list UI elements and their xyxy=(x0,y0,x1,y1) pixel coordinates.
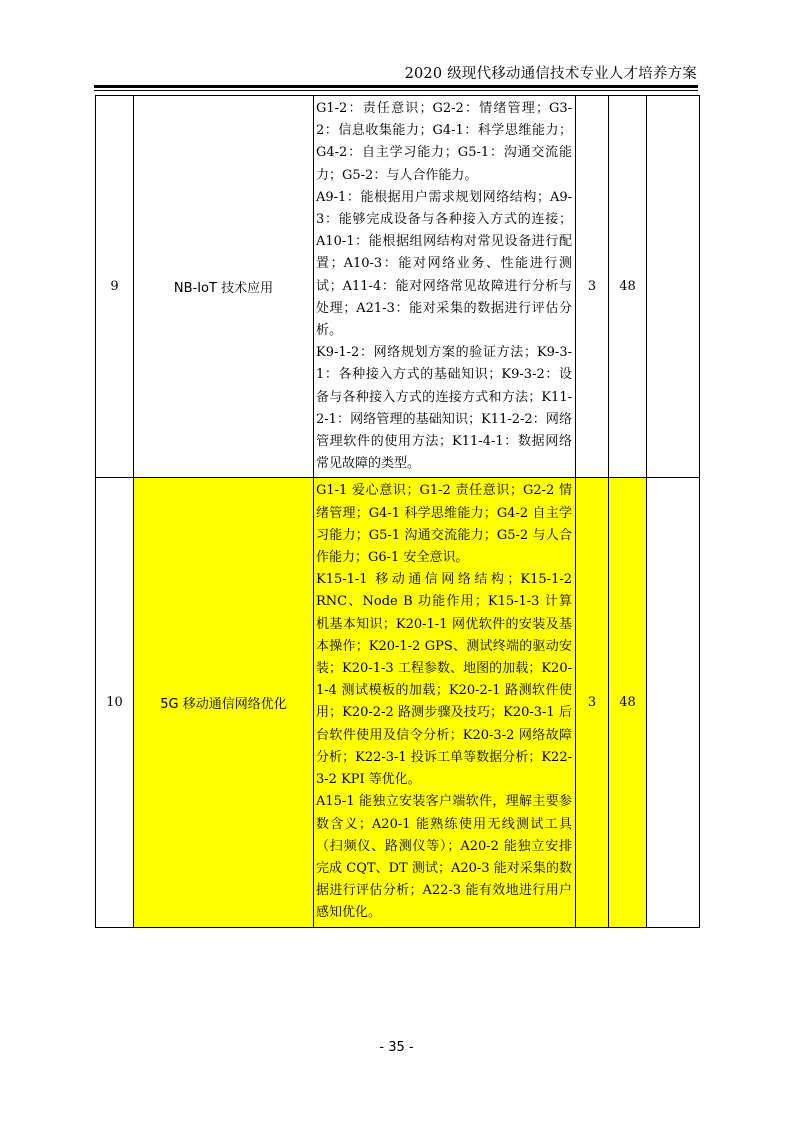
course-credit: 3 xyxy=(576,96,609,478)
course-hours: 48 xyxy=(609,96,647,478)
ability-paragraph: A15-1 能独立安装客户端软件，理解主要参数含义；A20-1 能熟练使用无线测试工具（扫频仪、路测仪等）；A20-2 能独立安排完成 CQT、DT 测试；A20-3 能对采集的数据进行评估分析；A22-3 能有效地进行用户感知优化。 xyxy=(316,794,572,921)
ability-paragraph: A9-1：能根据用户需求规划网络结构；A9-3：能够完成设备与各种接入方式的连接；A10-1：能根据组网结构对常见设备进行配置；A10-3：能对网络业务、性能进行测试；A11-4：能对网络常见故障进行分析与处理；A21-3：能对采集的数据进行评估分析。 xyxy=(316,189,572,339)
course-note xyxy=(647,478,700,927)
ability-paragraph: G1-2：责任意识；G2-2：情绪管理；G3-2：信息收集能力；G4-1：科学思维能力；G4-2：自主学习能力；G5-1：沟通交流能力；G5-2：与人合作能力。 xyxy=(316,101,572,183)
ability-paragraph: K15-1-1 移动通信网络结构；K15-1-2 RNC、Node B 功能作用；K15-1-3 计算机基本知识；K20-1-1 网优软件的安装及基本操作；K20-1-2 GPS、测试终端的驱动安装；K20-1-3 工程参数、地图的加载；K20-1-4 测试模板的加载；K20-2-1 路测软件使用；K20-2-2 路测步骤及技巧；K20-3-1 后台软件使用及信令分析；K20-3-2 网络故障分析；K22-3-1 投诉工单等数据分析；K22-3-2 KPI 等优化。 xyxy=(316,572,572,788)
course-credit: 3 xyxy=(576,478,609,927)
course-table xyxy=(95,95,700,928)
header-rule xyxy=(94,85,698,88)
header-rule-thin xyxy=(94,90,698,91)
course-abilities xyxy=(314,96,576,478)
course-number: 10 xyxy=(96,478,134,927)
document-header-title: 2020 级现代移动通信技术专业人才培养方案 xyxy=(404,66,697,82)
ability-paragraph: K9-1-2：网络规划方案的验证方法；K9-3-1：各种接入方式的基础知识；K9-3-2：设备与各种接入方式的连接方式和方法；K11-2-1：网络管理的基础知识；K11-2-2：网络管理软件的使用方法；K11-4-1：数据网络常见故障的类型。 xyxy=(316,345,572,472)
course-name: 5G 移动通信网络优化 xyxy=(134,478,314,927)
course-number: 9 xyxy=(96,96,134,478)
course-hours: 48 xyxy=(609,478,647,927)
course-abilities xyxy=(314,478,576,927)
page-number: - 35 - xyxy=(379,1040,414,1055)
ability-paragraph: G1-1 爱心意识；G1-2 责任意识；G2-2 情绪管理；G4-1 科学思维能力；G4-2 自主学习能力；G5-1 沟通交流能力；G5-2 与人合作能力；G6-1 安全意识。 xyxy=(316,483,572,566)
course-note xyxy=(647,96,700,478)
table-row xyxy=(96,96,700,478)
table-row xyxy=(96,478,700,927)
course-name: NB-IoT 技术应用 xyxy=(134,96,314,478)
